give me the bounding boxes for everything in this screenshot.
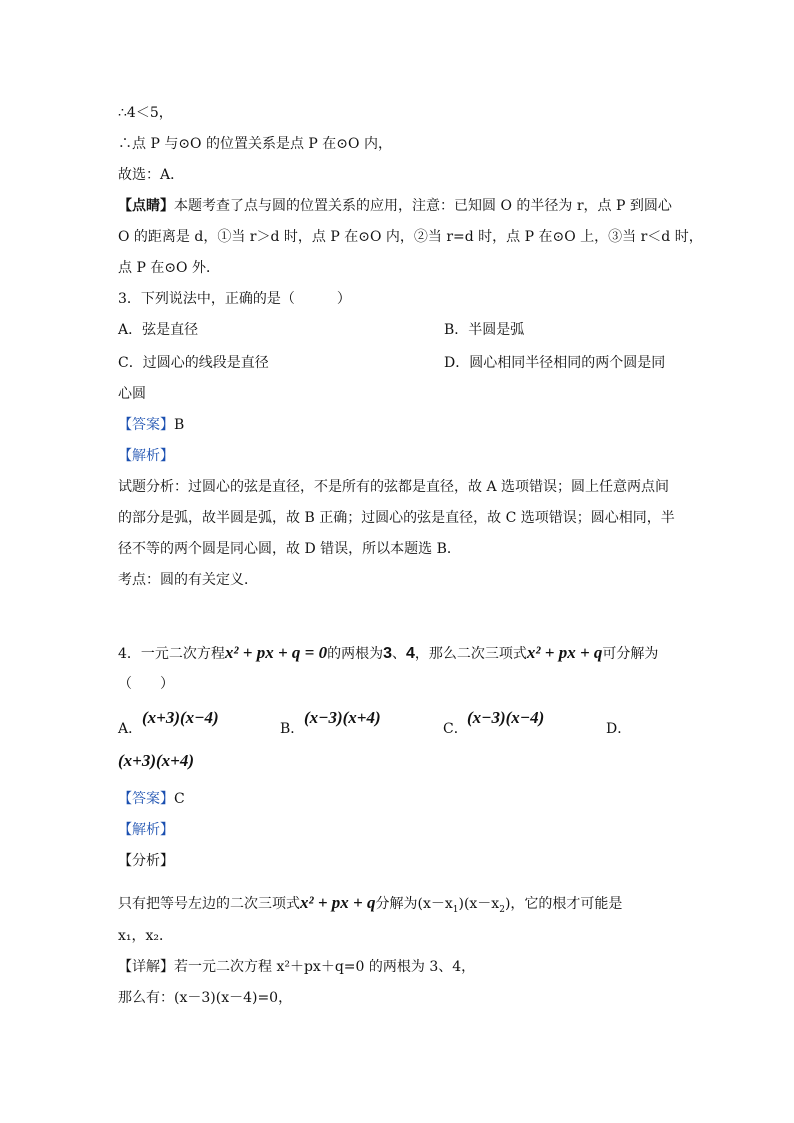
detail-tag: 【详解】 — [118, 959, 174, 975]
q4-option-c: (x−3)(x−4) — [467, 708, 545, 727]
detail-text: 若一元二次方程 x²＋px＋q=0 的两根为 3、4， — [174, 959, 476, 975]
q3-option-c: C．过圆心的线段是直径 — [118, 355, 269, 371]
analysis-line: 径不等的两个圆是同心圆，故 D 错误，所以本题选 B． — [118, 541, 461, 557]
q4-option-d-label: D． — [606, 721, 632, 737]
analysis-tag: 【解析】 — [118, 448, 174, 464]
roots-line: x₁，x₂． — [118, 928, 174, 944]
q3-option-b: B．半圆是弧 — [444, 322, 525, 338]
q4-option-a: (x+3)(x−4) — [142, 708, 219, 727]
text-line: O 的距离是 d，①当 r＞d 时，点 P 在⊙O 内，②当 r=d 时，点 P 在⊙O 上，③当 r＜d 时， — [118, 229, 703, 245]
answer-tag: 【答案】 — [118, 791, 174, 807]
q4-option-b-label: B． — [280, 721, 305, 737]
stem-text: ，那么二次三项式 — [414, 646, 527, 662]
separator: 、 — [392, 646, 406, 662]
q4-answer — [118, 789, 185, 809]
question-4-stem — [118, 643, 658, 664]
expression: x² + px + q — [526, 643, 603, 662]
equation: x² + px + q = 0 — [224, 643, 328, 662]
stem-text: 4．一元二次方程 — [118, 646, 225, 662]
fenxi-tag: 【分析】 — [118, 853, 174, 869]
kaodian-line: 考点：圆的有关定义． — [118, 572, 258, 588]
expression: x² + px + q — [300, 893, 376, 912]
q3-answer — [118, 415, 184, 435]
q4-option-d: (x+3)(x+4) — [118, 751, 195, 770]
question-3-stem: 3．下列说法中，正确的是（ ） — [118, 291, 351, 307]
analysis-line: 的部分是弧，故半圆是弧，故 B 正确；过圆心的弦是直径，故 C 选项错误；圆心相同，半 — [118, 510, 675, 526]
analysis-line: 试题分析：过圆心的弦是直径，不是所有的弦都是直径，故 A 选项错误；圆上任意两点间 — [118, 479, 670, 495]
fenxi-line — [118, 893, 622, 920]
root-value: 3 — [383, 645, 392, 662]
note-tag: 【点睛】 — [118, 198, 174, 214]
fenxi-text: 分解为 — [375, 896, 418, 912]
text-line: 点 P 在⊙O 外． — [118, 260, 220, 276]
fenxi-text: 只有把等号左边的二次三项式 — [118, 896, 300, 912]
answer-paren: （ ） — [118, 676, 174, 692]
factor-expression: $(x-x_1)(x-x_2)$，它的根才可能是 — [417, 896, 623, 915]
answer-value: B — [174, 417, 185, 433]
note-line — [118, 196, 672, 216]
note-text: 本题考查了点与圆的位置关系的应用，注意：已知圆 O 的半径为 r，点 P 到圆心 — [174, 198, 672, 214]
last-line: 那么有：(x－3)(x－4)=0， — [118, 990, 293, 1006]
stem-text: 可分解为 — [602, 646, 659, 662]
stem-text: 的两根为 — [327, 646, 384, 662]
detail-line — [118, 957, 475, 977]
q3-option-d-continued: 心圆 — [118, 386, 146, 402]
text-line: ∴4＜5， — [118, 105, 173, 121]
answer-value: C — [174, 791, 185, 807]
root-value: 4 — [406, 645, 415, 662]
answer-tag: 【答案】 — [118, 417, 174, 433]
q3-option-d: D．圆心相同半径相同的两个圆是同 — [444, 355, 666, 371]
text-line: ∴点 P 与⊙O 的位置关系是点 P 在⊙O 内， — [118, 136, 392, 152]
q3-option-a: A．弦是直径 — [118, 322, 199, 338]
text-line: 故选：A． — [118, 167, 185, 183]
q4-option-c-label: C． — [443, 721, 468, 737]
analysis-tag: 【解析】 — [118, 822, 174, 838]
q4-option-b: (x−3)(x+4) — [304, 708, 381, 727]
q4-option-a-label: A． — [118, 721, 143, 737]
